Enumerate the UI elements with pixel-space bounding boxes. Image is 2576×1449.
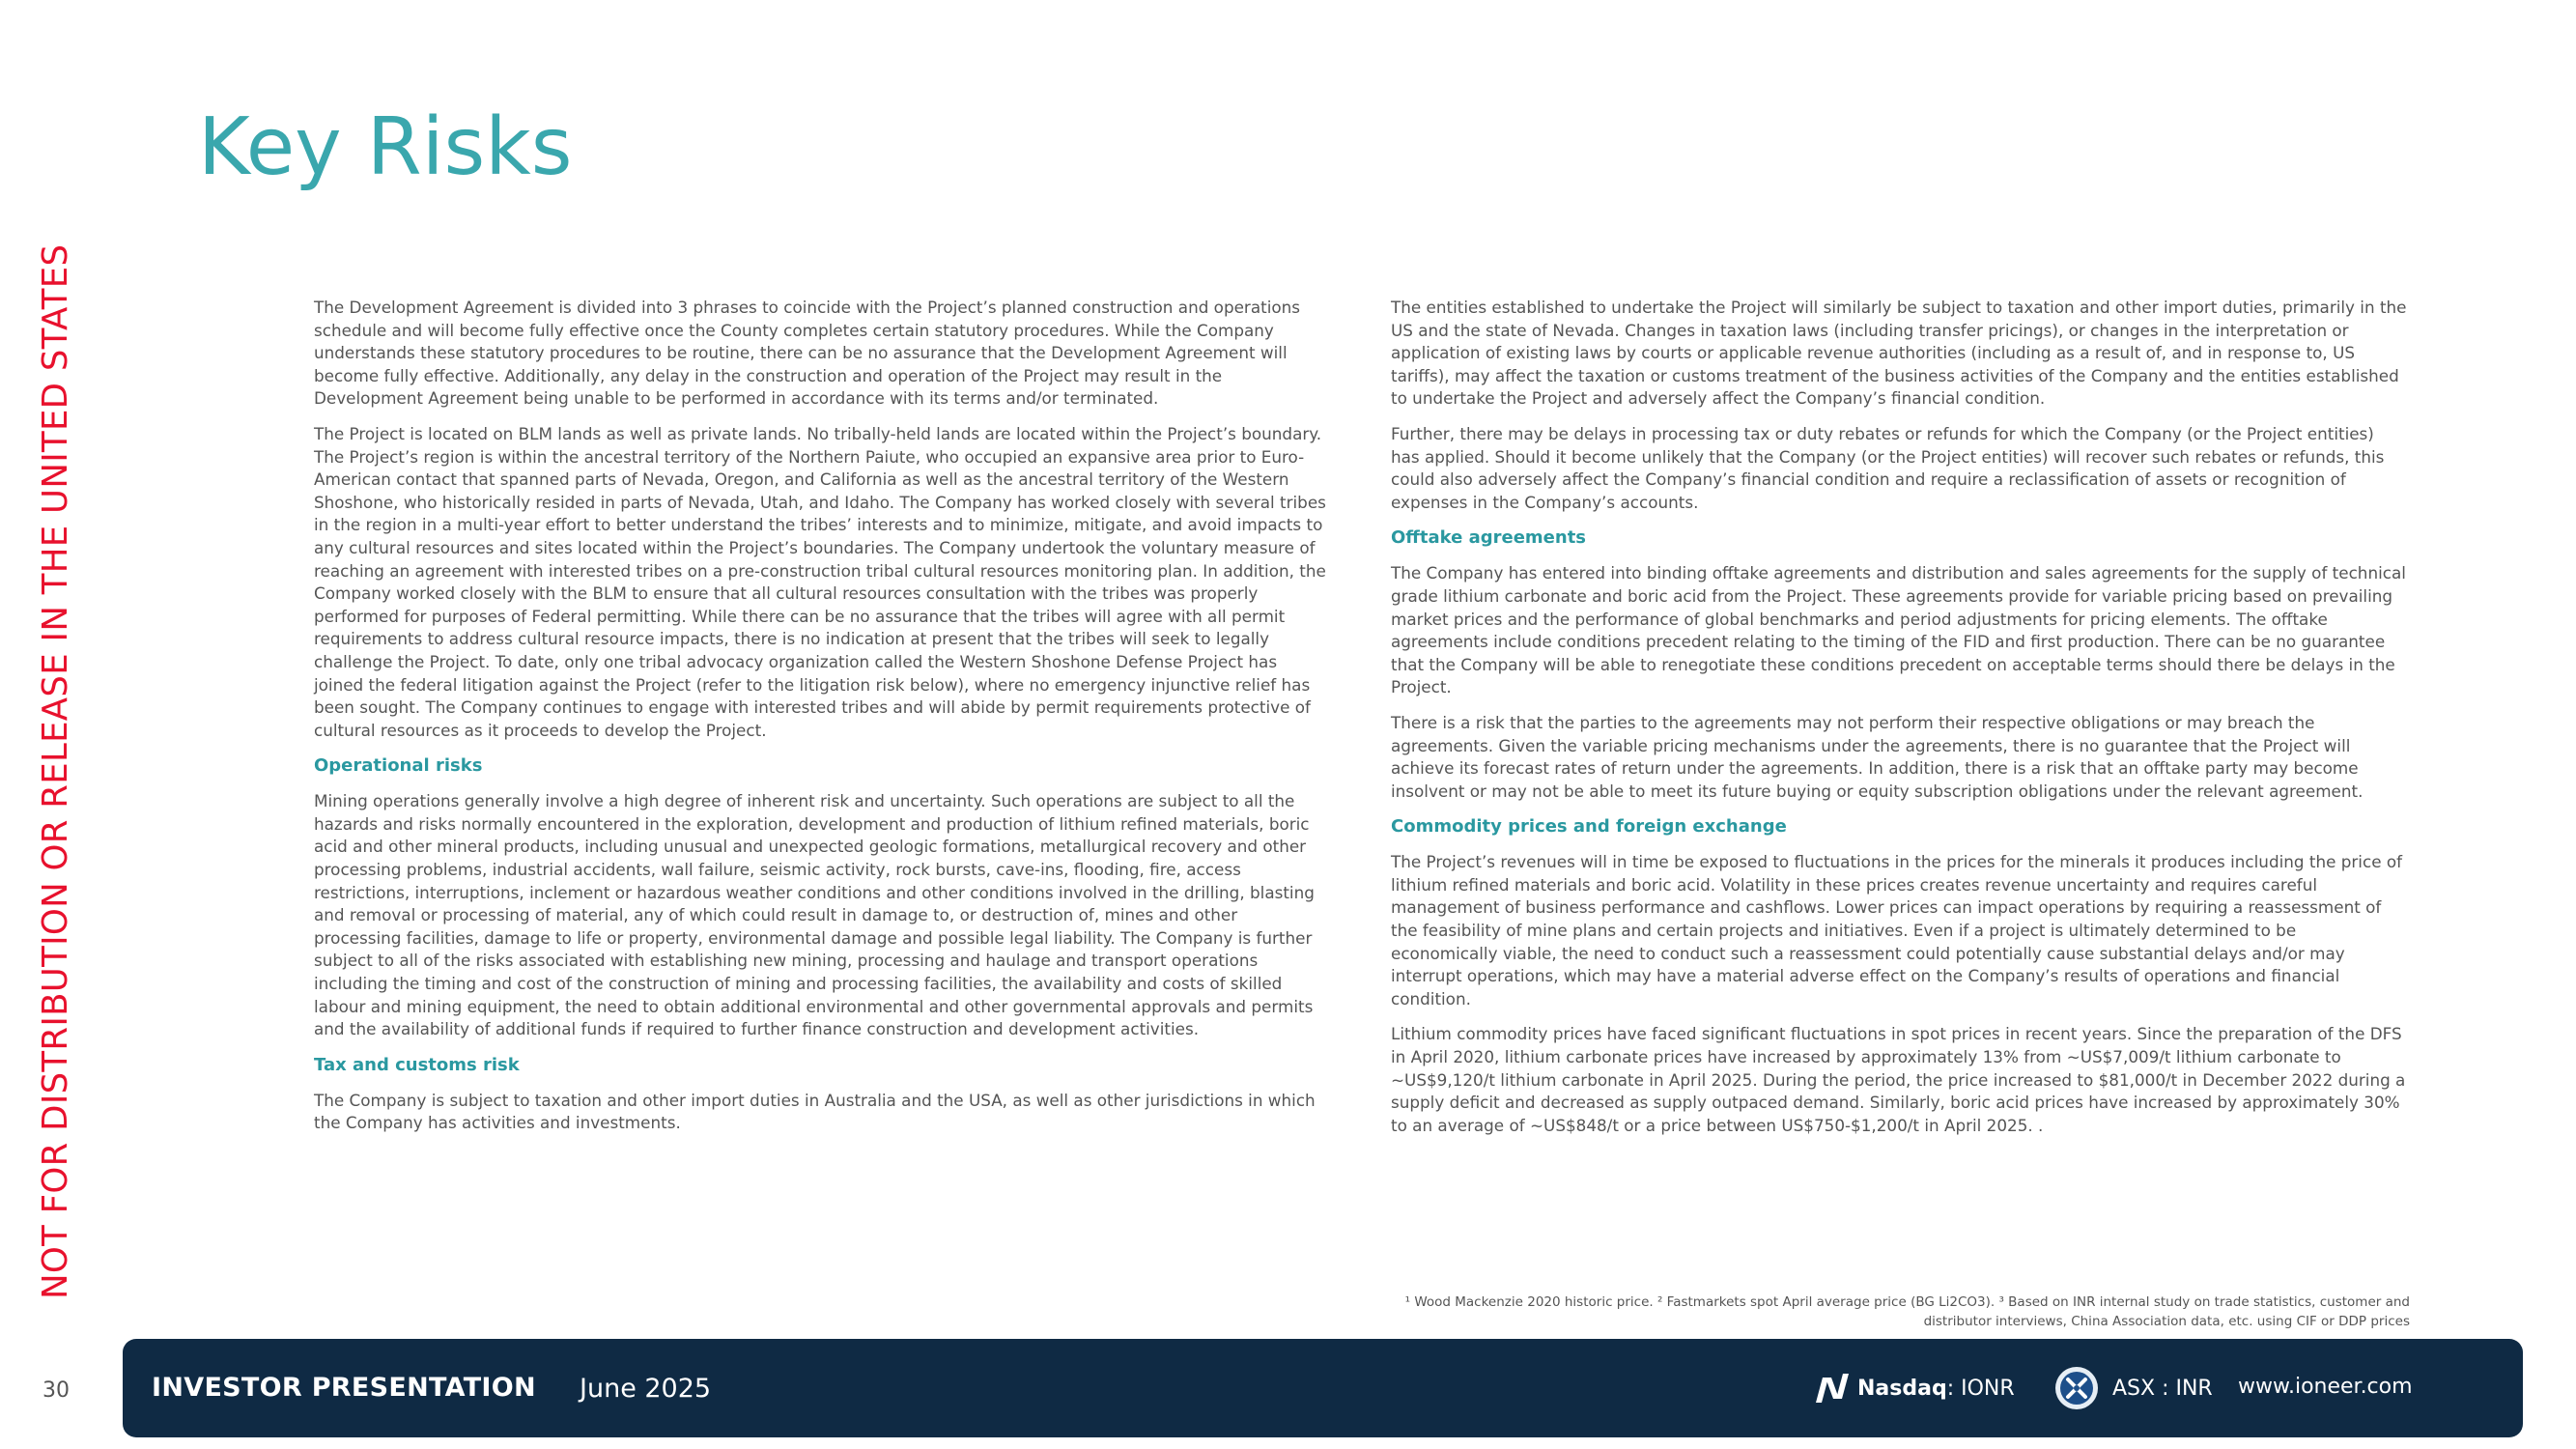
offtake-counterparty-paragraph: There is a risk that the parties to the agreements may not perform their respective obligations or may breach the agreements. Given the variable pricing mechanisms under the agreements, there is no guarantee that the Project will achieve its forecast rates of return under the agreements. In addition, there is a risk that an offtake party may become insolvent or may not be able to meet its future buying or equity subscription obligations under the relevant agreement. bbox=[1391, 712, 2364, 801]
development-agreement-paragraph: The Development Agreement is divided into 3 phrases to coincide with the Project’s planned construction and operations schedule and will become fully effective once the County completes certain statutory procedures. While the Company understands these statutory procedures to be routine, there can be no assurance that the Development Agreement will become fully effective. Additionally, any delay in the construction and operation of the Project may result in the Development Agreement being unable to be performed in accordance with its terms and/or terminated. bbox=[314, 298, 1301, 409]
distribution-restriction-banner: NOT FOR DISTRIBUTION OR RELEASE IN THE UNITED STATES bbox=[36, 243, 75, 1299]
footnote: ¹ Wood Mackenzie 2020 historic price. ² Fastmarkets spot April average price (BG Li2CO3). ³ Based on INR internal study on trade statistics, customer and distributor interviews, China Association data, etc. using CIF or DDP prices bbox=[1404, 1294, 2410, 1329]
commodity-prices-paragraph: The Project’s revenues will in time be exposed to fluctuations in the prices for the minerals it produces including the price of lithium refined materials and boric acid. Volatility in these prices creates revenue uncertainty and requires careful management of business performance and cashflows. Lower prices can impact operations by requiring a reassessment of the feasibility of mine plans and certain projects and initiatives. Even if a project is ultimately determined to be economically viable, the need to conduct such a reassessment could potentially cause substantial delays and/or may interrupt operations, which may have a material adverse effect on the Company’s results of operations and financial condition. bbox=[1391, 852, 2403, 1009]
tax-rebates-paragraph: Further, there may be delays in processing tax or duty rebates or refunds for which the Company (or the Project entities) has applied. Should it become unlikely that the Company (or the Project entities) will recover such rebates or refunds, this could also adversely affect the Company’s financial condition and require a reclassification of assets or recognition of expenses in the Company’s accounts. bbox=[1391, 423, 2385, 512]
nasdaq-brand: Nasdaq bbox=[1857, 1376, 1947, 1401]
tribal-lands-paragraph: The Project is located on BLM lands as well as private lands. No tribally-held lands are located within the Project’s boundary. The Project’s region is within the ancestral territory of the Northern Paiute, who occupied an expansive area prior to Euro-American contact that spanned parts of Nevada, Oregon, and California as well as the ancestral territory of the Western Shoshone, who historically resided in parts of Nevada, Utah, and Idaho. The Company has worked closely with several tribes in the region in a multi-year effort to better understand the tribes’ interests and to minimize, mitigate, and avoid impacts to any cultural resources and sites located within the Project’s boundaries. The Company undertook the voluntary measure of reaching an agreement with interested tribes on a pre-construction tribal cultural resources monitoring plan. In addition, the Company worked closely with the BLM to ensure that all cultural resources consultation with the tribes was properly performed for purposes of Federal permitting. While there can be no assurance that the tribes will agree with all permit requirements to address cultural resource impacts, there is no indication at present that the tribes will seek to legally challenge the Project. To date, only one tribal advocacy organization called the Western Shoshone Defense Project has joined the federal litigation against the Project (refer to the litigation risk below), where no emergency injunctive relief has been sought. The Company continues to engage with interested tribes and will abide by permit requirements protective of cultural resources as it proceeds to develop the Project. bbox=[314, 423, 1326, 740]
website-link[interactable]: www.ioneer.com bbox=[2238, 1375, 2413, 1399]
right-column bbox=[1391, 297, 2407, 1150]
left-column bbox=[314, 297, 1328, 1148]
footer-date: June 2025 bbox=[580, 1374, 712, 1404]
tax-customs-heading: Tax and customs risk bbox=[314, 1054, 520, 1075]
page-number: 30 bbox=[42, 1378, 70, 1403]
asx-ticker: ASX : INR bbox=[2112, 1376, 2213, 1401]
commodity-prices-heading: Commodity prices and foreign exchange bbox=[1391, 816, 1787, 838]
page-title: Key Risks bbox=[198, 101, 573, 193]
nasdaq-ticker: : IONR bbox=[1946, 1376, 2015, 1401]
offtake-agreements-paragraph: The Company has entered into binding offtake agreements and distribution and sales agreements for the supply of technical grade lithium carbonate and boric acid from the Project. These agreements provide for variable pricing based on prevailing market prices and the performance of global benchmarks and period adjustments for pricing elements. The offtake agreements include conditions precedent relating to the timing of the FID and first production. There can be no guarantee that the Company will be able to renegotiate these conditions precedent on acceptable terms should there be delays in the Project. bbox=[1391, 563, 2406, 697]
operational-risks-heading: Operational risks bbox=[314, 755, 483, 777]
project-taxation-paragraph: The entities established to undertake the Project will similarly be subject to taxation and other import duties, primarily in the US and the state of Nevada. Changes in taxation laws (including transfer pricings), or changes in the interpretation or application of existing laws by courts or applicable revenue authorities (including as a result of, and in response to, US tariffs), may affect the taxation or customs treatment of the business activities of the Company and the entities established to undertake the Project and adversely affect the Company’s financial condition. bbox=[1391, 298, 2407, 409]
tax-customs-paragraph: The Company is subject to taxation and other import duties in Australia and the USA, as well as other jurisdictions in which the Company has activities and investments. bbox=[314, 1090, 1316, 1133]
footer-title: INVESTOR PRESENTATION bbox=[152, 1373, 536, 1403]
asx-logo-icon bbox=[2054, 1366, 2099, 1410]
lithium-prices-paragraph: Lithium commodity prices have faced significant fluctuations in spot prices in recent years. Since the preparation of the DFS in April 2020, lithium carbonate prices have increased by approximately 13% from ~US$7,009/t lithium carbonate to ~US$9,120/t lithium carbonate in April 2025. During the period, the price increased to $81,000/t in December 2022 during a supply deficit and decreased as supply outpaced demand. Similarly, boric acid prices have increased by approximately 30% to an average of ~US$848/t or a price between US$750-$1,200/t in April 2025. . bbox=[1391, 1024, 2406, 1135]
offtake-agreements-heading: Offtake agreements bbox=[1391, 527, 1587, 549]
asx-listing bbox=[2054, 1364, 2213, 1412]
operational-risks-paragraph: Mining operations generally involve a high degree of inherent risk and uncertainty. Such operations are subject to all the hazards and risks normally encountered in the exploration, development and production of lithium refined materials, boric acid and other mineral products, including unusual and unexpected geologic formations, metallurgical recovery and other processing problems, industrial accidents, wall failure, seismic activity, rock bursts, cave-ins, flooding, fire, access restrictions, interruptions, inclement or hazardous weather conditions and other conditions involved in the drilling, blasting and removal or processing of material, any of which could result in damage to, or destruction of, mines and other processing facilities, damage to life or property, environmental damage and possible legal liability. The Company is further subject to all of the risks associated with establishing new mining, processing and haulage and transport operations including the timing and cost of the construction of mining and processing facilities, the availability and costs of skilled labour and mining equipment, the need to obtain additional environmental and other governmental approvals and permits and the availability of additional funds if required to further finance construction and development activities. bbox=[314, 791, 1315, 1039]
footer-bar bbox=[123, 1339, 2523, 1437]
nasdaq-listing bbox=[1813, 1369, 2015, 1407]
nasdaq-logo-icon bbox=[1813, 1372, 1852, 1405]
